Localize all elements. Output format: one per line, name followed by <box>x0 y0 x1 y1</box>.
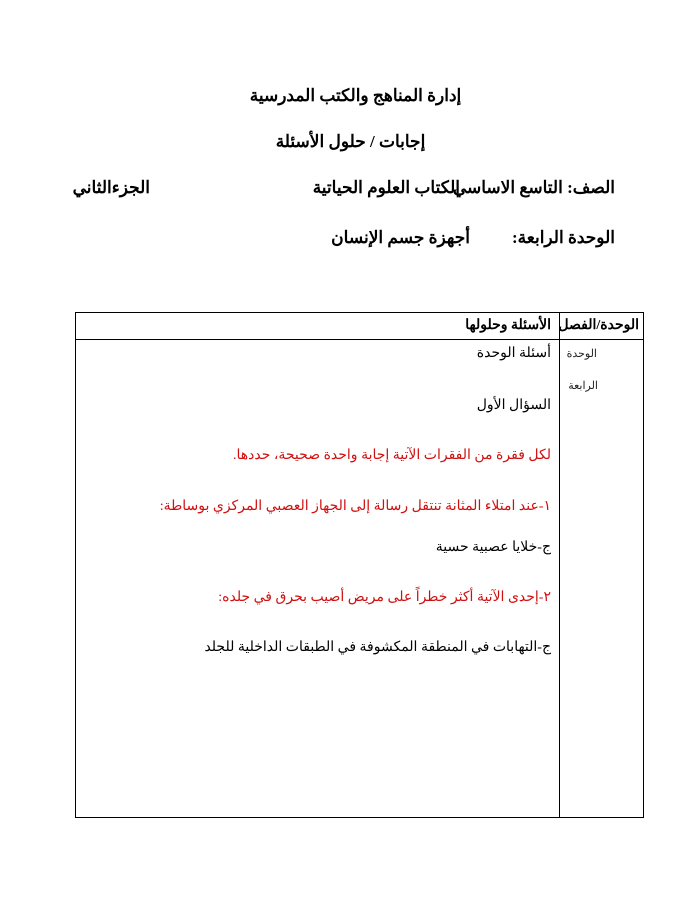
side-unit-label: الوحدة <box>566 348 597 360</box>
header-questions-answers: الأسئلة وحلولها <box>465 318 551 333</box>
unit-label: الوحدة الرابعة: <box>512 228 615 247</box>
page-subtitle: إجابات / حلول الأسئلة <box>275 132 426 151</box>
part-label: الجزءالثاني <box>72 178 150 197</box>
question-2: ٢-إحدى الآتية أكثر خطراً على مريض أصيب بحرق في جلده: <box>218 590 551 605</box>
department-title: إدارة المناهج والكتب المدرسية <box>249 86 462 105</box>
question-title: السؤال الأول <box>476 398 551 413</box>
question-1: ١-عند امتلاء المثانة تنتقل رسالة إلى الجهاز العصبي المركزي بوساطة: <box>159 499 551 514</box>
book-label: الكتاب العلوم الحياتية <box>312 178 460 197</box>
header-unit-chapter: الوحدة/الفصل <box>558 318 639 333</box>
answers-table <box>75 312 644 818</box>
side-unit-number: الرابعة <box>568 380 598 392</box>
grade-label: الصف: التاسع الاساسي <box>452 178 615 197</box>
answer-2: ج-التهابات في المنطقة المكشوفة في الطبقات الداخلية للجلد <box>204 640 551 655</box>
unit-name: أجهزة جسم الإنسان <box>331 228 470 247</box>
answer-1: ج-خلايا عصبية حسية <box>435 540 551 555</box>
instruction-text: لكل فقرة من الفقرات الآتية إجابة واحدة صحيحة، حددها. <box>232 448 551 463</box>
column-divider <box>559 313 560 817</box>
section-title: أسئلة الوحدة <box>476 346 551 361</box>
header-divider <box>76 339 643 340</box>
